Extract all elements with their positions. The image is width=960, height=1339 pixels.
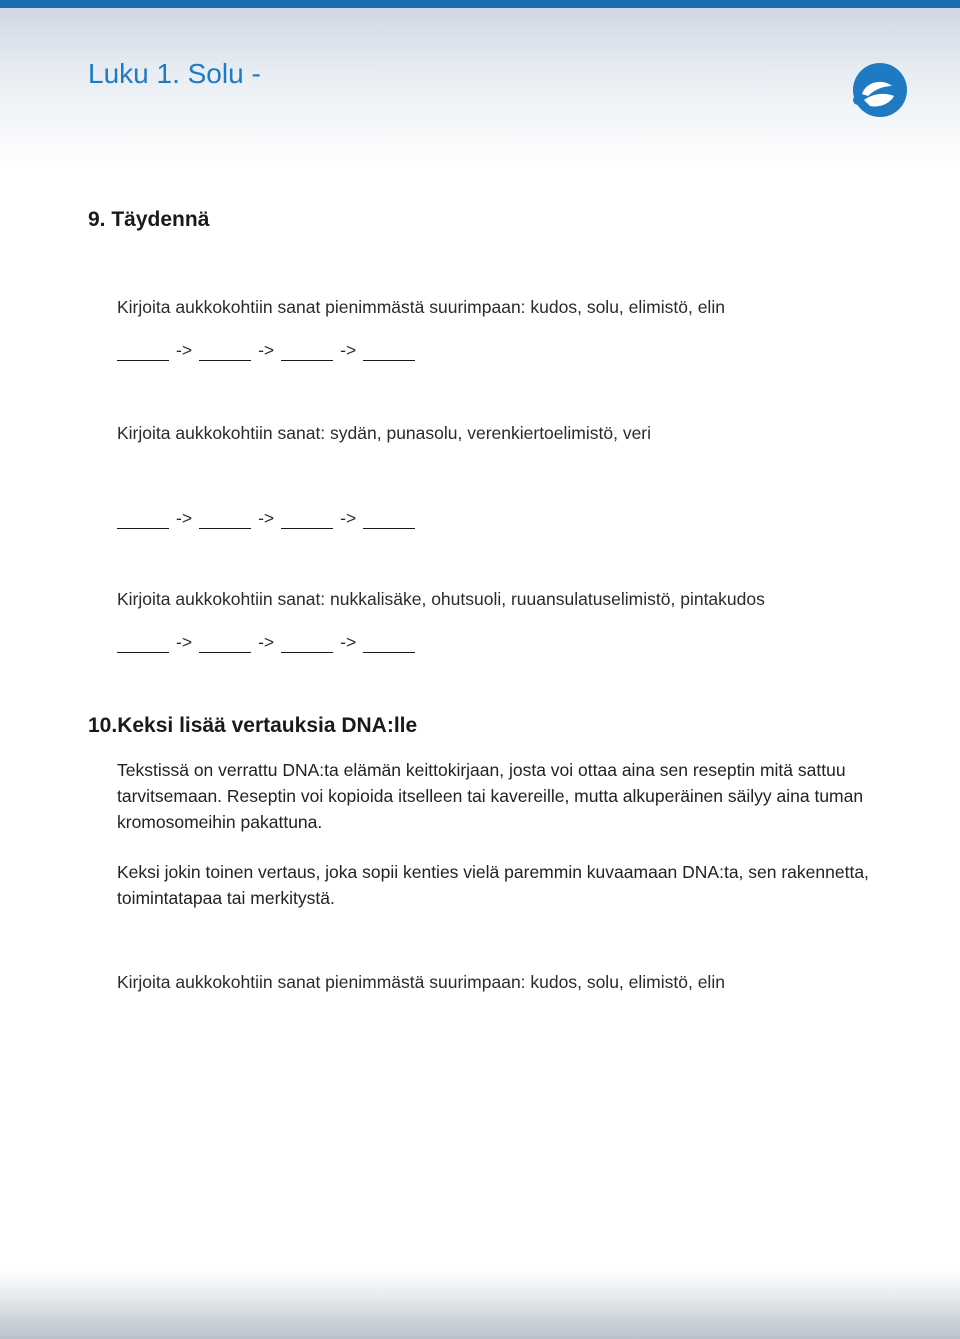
exercise-10-paragraph-2: Keksi jokin toinen vertaus, joka sopii kenties vielä paremmin kuvaamaan DNA:ta, sen rakennetta, toimintatapaa tai merkitystä. (117, 862, 869, 908)
arrow-text: -> (340, 632, 357, 652)
answer-blank[interactable] (281, 634, 333, 653)
answer-blank[interactable] (117, 510, 169, 529)
exercise-10-paragraph-1: Tekstissä on verrattu DNA:ta elämän keittokirjaan, josta voi ottaa aina sen reseptin mitä sattuu tarvitsemaan. Reseptin voi kopioida itselleen tai kavereille, mutta alkuperäinen säilyy aina tuman kromosomeihin pakattuna. (117, 760, 864, 832)
answer-blank[interactable] (281, 510, 333, 529)
arrow-text: -> (176, 340, 193, 360)
answer-blank[interactable] (199, 634, 251, 653)
page-title: Luku 1. Solu - (88, 58, 261, 89)
top-accent-bar (0, 0, 960, 8)
answer-blank[interactable] (363, 342, 415, 361)
footer-band (0, 1270, 960, 1339)
task-2-instruction: Kirjoita aukkokohtiin sanat: sydän, punasolu, verenkiertoelimistö, veri (117, 423, 652, 443)
answer-blank[interactable] (281, 342, 333, 361)
task-3-instruction: Kirjoita aukkokohtiin sanat: nukkalisäke, ohutsuoli, ruuansulatuselimistö, pintakudos (117, 589, 765, 609)
task-1-instruction: Kirjoita aukkokohtiin sanat pienimmästä suurimpaan: kudos, solu, elimistö, elin (117, 297, 725, 317)
arrow-text: -> (340, 340, 357, 360)
answer-blank[interactable] (117, 342, 169, 361)
answer-blank[interactable] (199, 342, 251, 361)
exercise-10-heading: 10.Keksi lisää vertauksia DNA:lle (88, 714, 418, 737)
answer-blank[interactable] (363, 510, 415, 529)
e-logo-icon (848, 60, 908, 120)
arrow-text: -> (176, 508, 193, 528)
task-1-answer-row (117, 340, 415, 361)
answer-blank[interactable] (363, 634, 415, 653)
arrow-text: -> (258, 632, 275, 652)
arrow-text: -> (258, 508, 275, 528)
task-2-answer-row (117, 508, 415, 529)
arrow-text: -> (340, 508, 357, 528)
task-3-answer-row (117, 632, 415, 653)
answer-blank[interactable] (117, 634, 169, 653)
trailing-instruction: Kirjoita aukkokohtiin sanat pienimmästä suurimpaan: kudos, solu, elimistö, elin (117, 972, 725, 992)
arrow-text: -> (258, 340, 275, 360)
exercise-9-heading: 9. Täydennä (88, 208, 210, 231)
answer-blank[interactable] (199, 510, 251, 529)
arrow-text: -> (176, 632, 193, 652)
